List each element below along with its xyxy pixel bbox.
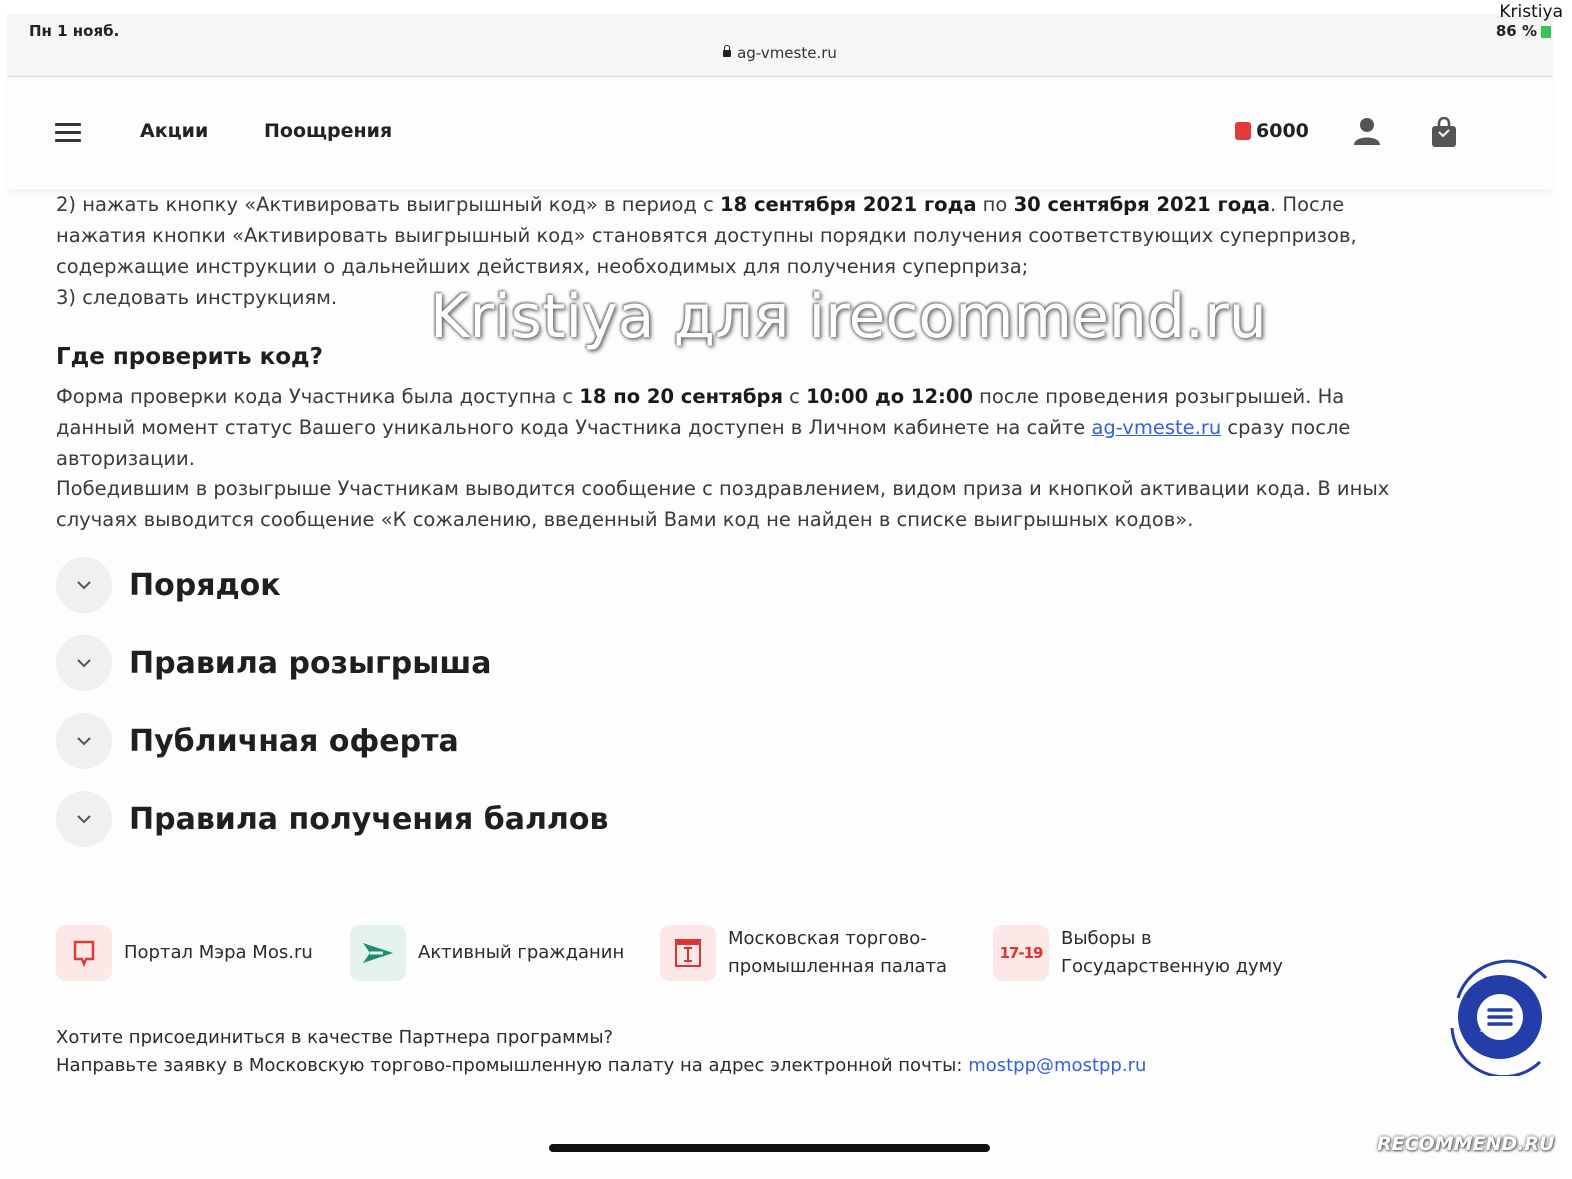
accordion-public-offer[interactable]: [56, 713, 459, 769]
nav-promotions[interactable]: Акции: [140, 120, 209, 142]
active-citizen-icon: [350, 925, 406, 981]
partner-question: Хотите присоединиться в качестве Партнера программы?: [56, 1027, 614, 1048]
home-indicator: [549, 1144, 990, 1152]
chevron-down-icon: [56, 557, 112, 613]
user-icon[interactable]: [1354, 117, 1380, 145]
lock-icon: [723, 50, 731, 57]
points-balance[interactable]: [1235, 120, 1309, 142]
partner-label: Выборы в Государственную думу: [1061, 928, 1283, 977]
step-2-paragraph: 2) нажать кнопку «Активировать выигрышный код» в период с 18 сентября 2021 года по 30 сентября 2021 года. После нажатия кнопки «Активировать выигрышный код» становятся доступны порядки получения соответствующих суперпризов, содержащие инструкции о дальнейших действиях, необходимых для получения суперприза;: [56, 193, 1357, 278]
chevron-down-icon: [56, 713, 112, 769]
partner-label: Портал Мэра Mos.ru: [124, 942, 313, 963]
battery-percent: 86 %: [1495, 22, 1537, 40]
accordion-draw-rules[interactable]: [56, 635, 492, 691]
battery-status: [1496, 22, 1551, 40]
partner-mos-ru[interactable]: [56, 925, 313, 981]
cart-icon[interactable]: [1431, 117, 1457, 147]
email-link[interactable]: mostpp@mostpp.ru: [968, 1055, 1147, 1076]
site-link[interactable]: ag-vmeste.ru: [1091, 416, 1222, 439]
chamber-of-commerce-icon: [660, 925, 716, 981]
author-label: Kristiya: [1499, 2, 1563, 22]
step-3-paragraph: 3) следовать инструкциям.: [56, 286, 338, 309]
points-value: 6000: [1256, 120, 1309, 142]
accordion-label: Порядок: [129, 567, 281, 603]
nav-rewards[interactable]: Поощрения: [264, 120, 393, 142]
check-code-paragraph: Форма проверки кода Участника была доступна с 18 по 20 сентября с 10:00 до 12:00 после проведения розыгрышей. На данный момент статус Вашего уникального кода Участника доступен в Личном кабинете на сайте ag-vmeste.ru сразу после авторизации.: [56, 385, 1351, 470]
address-url: ag-vmeste.ru: [737, 44, 837, 62]
accordion-label: Правила получения баллов: [129, 801, 609, 837]
points-gem-icon: [1235, 122, 1251, 140]
partner-active-citizen[interactable]: [350, 925, 624, 981]
partner-elections[interactable]: [993, 925, 1283, 981]
partner-mostpp[interactable]: [660, 925, 947, 981]
author-watermark: Kristiya для irecommend.ru: [430, 282, 1267, 352]
menu-icon[interactable]: [55, 123, 81, 143]
chevron-down-icon: [56, 635, 112, 691]
winners-paragraph: Победившим в розыгрыше Участникам выводится сообщение с поздравлением, видом приза и кнопкой активации кода. В иных случаях выводится сообщение «К сожалению, введенный Вами код не найден в списке выигрышных кодов».: [56, 477, 1390, 531]
accordion-points-rules[interactable]: [56, 791, 609, 847]
elections-badge: 17-19: [999, 944, 1043, 962]
check-code-heading: Где проверить код?: [56, 344, 323, 370]
accordion-label: Правила розыгрыша: [129, 645, 492, 681]
elections-icon: [993, 925, 1049, 981]
site-header: [7, 77, 1553, 189]
battery-icon: [1541, 26, 1551, 38]
source-watermark: RECOMMEND.RU: [1377, 1133, 1555, 1155]
chevron-down-icon: [56, 791, 112, 847]
mos-ru-icon: [56, 925, 112, 981]
address-bar[interactable]: [7, 44, 1553, 62]
chat-button[interactable]: [1448, 958, 1552, 1076]
status-bar: [7, 14, 1553, 77]
status-date: Пн 1 нояб.: [29, 22, 120, 40]
partner-request: Направьте заявку в Московскую торгово-промышленную палату на адрес электронной почты: mostpp@mostpp.ru: [56, 1055, 1147, 1076]
accordion-procedure[interactable]: [56, 557, 281, 613]
partner-label: Активный гражданин: [418, 942, 625, 963]
partner-label: Московская торгово- промышленная палата: [728, 928, 948, 977]
accordion-label: Публичная оферта: [129, 723, 459, 759]
